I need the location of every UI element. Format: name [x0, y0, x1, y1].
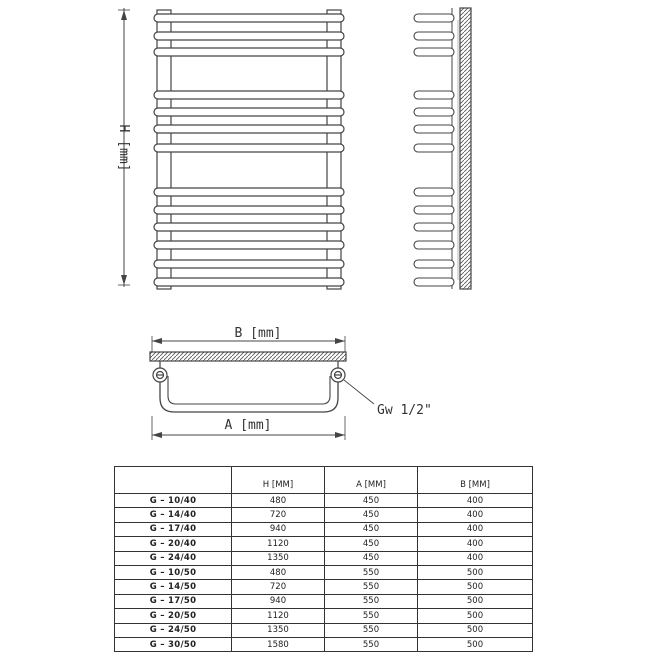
towel-bar	[154, 241, 344, 249]
height-cell: 940	[232, 594, 325, 608]
width-a-cell: 450	[325, 551, 418, 565]
width-b-dimension-label: B [mm]	[234, 326, 282, 341]
table-row	[115, 609, 533, 623]
towel-bar	[154, 14, 344, 22]
model-cell: G – 24/40	[115, 551, 232, 565]
table-row	[115, 494, 533, 508]
width-a-cell: 450	[325, 537, 418, 551]
header-width-a: A [MM]	[325, 467, 418, 494]
table-row	[115, 565, 533, 579]
table-header-row	[115, 467, 533, 494]
width-b-cell: 400	[418, 508, 533, 522]
side-bar-profile	[414, 14, 454, 22]
towel-bar	[154, 188, 344, 196]
side-bar-profile	[414, 108, 454, 116]
width-b-cell: 400	[418, 551, 533, 565]
front-view	[118, 8, 344, 289]
table-row	[115, 580, 533, 594]
height-cell: 720	[232, 508, 325, 522]
towel-bar	[154, 32, 344, 40]
table-row	[115, 623, 533, 637]
side-view	[414, 8, 471, 289]
model-cell: G – 10/50	[115, 565, 232, 579]
width-a-cell: 550	[325, 594, 418, 608]
width-a-cell: 550	[325, 609, 418, 623]
side-bar-profile	[414, 125, 454, 133]
width-b-cell: 500	[418, 609, 533, 623]
width-b-cell: 500	[418, 594, 533, 608]
side-bar-profile	[414, 91, 454, 99]
table-body	[115, 494, 533, 652]
towel-bar	[154, 278, 344, 286]
width-a-cell: 550	[325, 637, 418, 651]
width-a-dimension-label: A [mm]	[224, 418, 272, 433]
table-row	[115, 551, 533, 565]
side-bar-profile	[414, 223, 454, 231]
header-model	[115, 467, 232, 494]
width-b-cell: 400	[418, 537, 533, 551]
height-cell: 940	[232, 522, 325, 536]
side-bar-profile	[414, 241, 454, 249]
table-row	[115, 508, 533, 522]
width-a-cell: 550	[325, 580, 418, 594]
height-cell: 720	[232, 580, 325, 594]
model-cell: G – 20/50	[115, 609, 232, 623]
model-cell: G – 24/50	[115, 623, 232, 637]
table-row	[115, 522, 533, 536]
side-bar-profile	[414, 144, 454, 152]
model-cell: G – 14/50	[115, 580, 232, 594]
width-b-cell: 500	[418, 623, 533, 637]
width-b-cell: 500	[418, 637, 533, 651]
towel-bar	[154, 223, 344, 231]
width-b-cell: 500	[418, 565, 533, 579]
height-cell: 1120	[232, 537, 325, 551]
towel-bar	[154, 144, 344, 152]
width-a-cell: 450	[325, 494, 418, 508]
header-height: H [MM]	[232, 467, 325, 494]
table-row	[115, 594, 533, 608]
width-a-cell: 450	[325, 508, 418, 522]
towel-bar	[154, 125, 344, 133]
side-bar-profile	[414, 206, 454, 214]
width-b-cell: 500	[418, 580, 533, 594]
table-row	[115, 537, 533, 551]
model-cell: G – 14/40	[115, 508, 232, 522]
width-a-cell: 550	[325, 565, 418, 579]
side-bar-profile	[414, 278, 454, 286]
towel-bar	[154, 260, 344, 268]
model-cell: G – 17/40	[115, 522, 232, 536]
width-b-cell: 400	[418, 494, 533, 508]
thread-size-label: Gw 1/2"	[377, 403, 432, 418]
specification-table	[114, 466, 533, 652]
towel-bar	[154, 48, 344, 56]
model-cell: G – 30/50	[115, 637, 232, 651]
model-cell: G – 17/50	[115, 594, 232, 608]
width-a-cell: 550	[325, 623, 418, 637]
front-bars	[154, 14, 344, 286]
header-width-b: B [MM]	[418, 467, 533, 494]
side-bar-profile	[414, 32, 454, 40]
height-cell: 1120	[232, 609, 325, 623]
side-bar-profile	[414, 260, 454, 268]
height-cell: 480	[232, 494, 325, 508]
height-cell: 480	[232, 565, 325, 579]
height-cell: 1350	[232, 623, 325, 637]
side-bar-profile	[414, 48, 454, 56]
model-cell: G – 10/40	[115, 494, 232, 508]
width-a-cell: 450	[325, 522, 418, 536]
width-b-cell: 400	[418, 522, 533, 536]
towel-bar	[154, 206, 344, 214]
side-bar-profile	[414, 188, 454, 196]
height-cell: 1580	[232, 637, 325, 651]
towel-bar	[154, 108, 344, 116]
height-dimension-label: H [mm]	[116, 124, 131, 172]
towel-bar	[154, 91, 344, 99]
table-row	[115, 637, 533, 651]
height-cell: 1350	[232, 551, 325, 565]
side-bars	[414, 14, 454, 286]
model-cell: G – 20/40	[115, 537, 232, 551]
